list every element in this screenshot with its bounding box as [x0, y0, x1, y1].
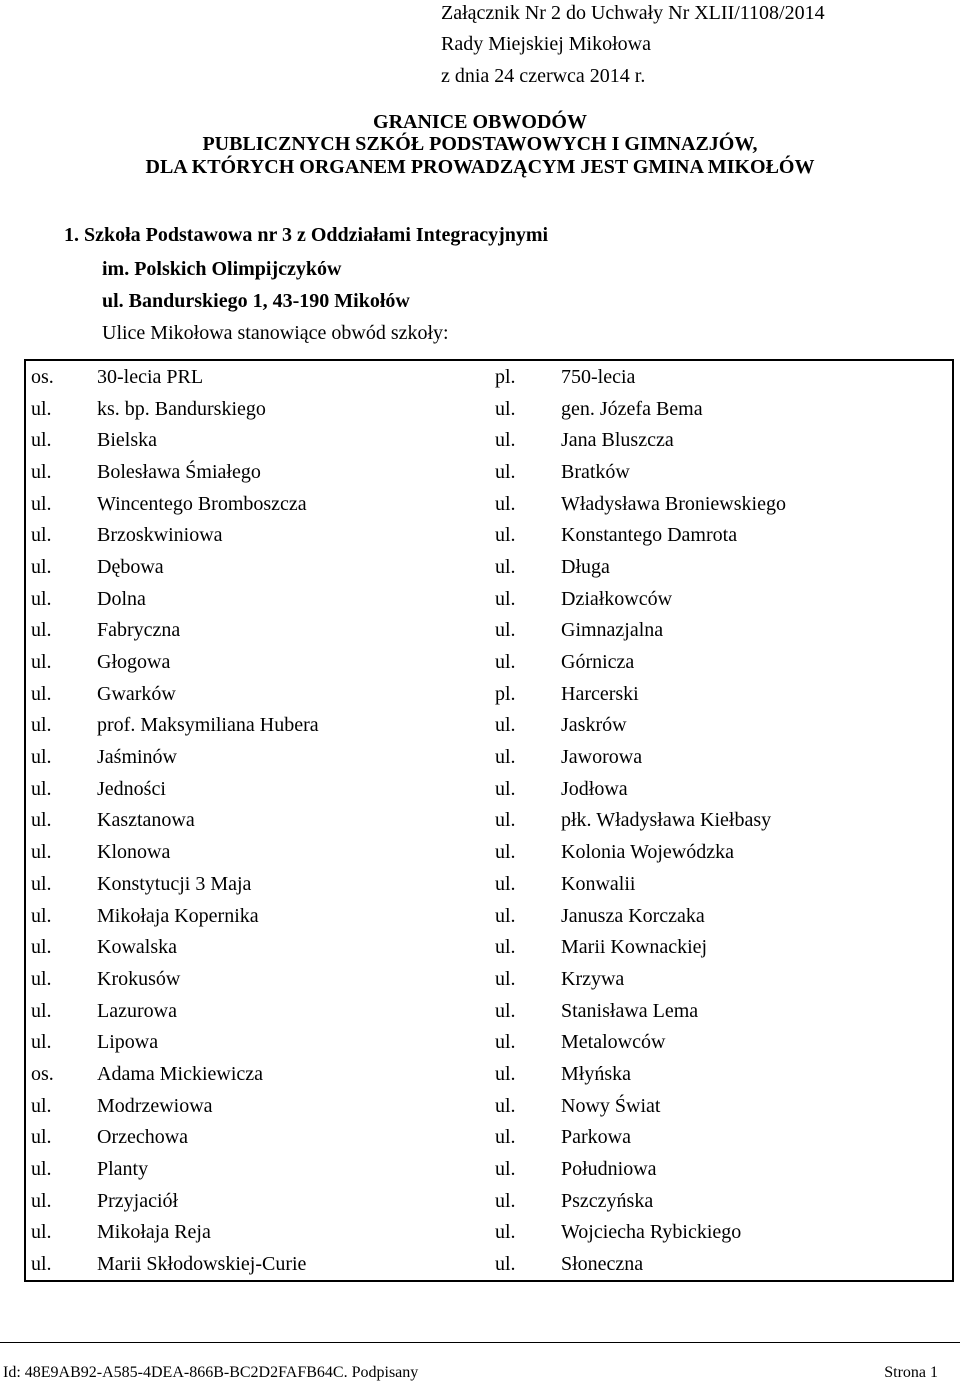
street-name: Jodłowa	[561, 773, 953, 805]
street-name: Mikołaja Kopernika	[97, 904, 259, 927]
street-prefix: ul.	[495, 429, 516, 452]
street-prefix: ul.	[25, 1185, 97, 1217]
street-prefix: ul.	[25, 741, 97, 773]
street-name: Gwarków	[97, 682, 176, 705]
street-prefix: os.	[25, 1058, 97, 1090]
street-prefix: ul.	[495, 1062, 516, 1085]
street-prefix: pl.	[495, 682, 516, 705]
table-row	[25, 1090, 953, 1122]
street-name: Fabryczna	[97, 619, 181, 642]
street-name: Jaśminów	[97, 746, 177, 769]
street-prefix: ul.	[25, 1026, 97, 1058]
street-name: Gimnazjalna	[561, 615, 953, 647]
table-row	[25, 1026, 953, 1058]
street-name: Brzoskwiniowa	[97, 524, 223, 547]
table-row	[25, 1122, 953, 1154]
street-name: Kasztanowa	[97, 809, 195, 832]
table-row	[25, 678, 953, 710]
street-prefix: ul.	[495, 777, 516, 800]
street-name: prof. Maksymiliana Hubera	[97, 714, 319, 737]
street-name: Przyjaciół	[97, 1189, 179, 1212]
street-prefix: ul.	[495, 967, 516, 990]
street-name: gen. Józefa Bema	[561, 393, 953, 425]
school-address: ul. Bandurskiego 1, 43-190 Mikołów	[102, 290, 410, 312]
street-prefix: ul.	[495, 1248, 561, 1281]
street-prefix: ul.	[25, 805, 97, 837]
street-prefix: ul.	[25, 963, 97, 995]
street-name: Jaworowa	[561, 741, 953, 773]
street-name: Nowy Świat	[561, 1090, 953, 1122]
street-prefix: ul.	[25, 995, 97, 1027]
street-prefix: ul.	[495, 1126, 516, 1149]
footer-divider	[0, 1342, 960, 1343]
street-prefix: ul.	[495, 651, 516, 674]
school-patron: im. Polskich Olimpijczyków	[102, 258, 342, 280]
table-row	[25, 963, 953, 995]
street-prefix: ul.	[495, 1189, 516, 1212]
attachment-header: Załącznik Nr 2 do Uchwały Nr XLII/1108/2014	[441, 2, 825, 24]
street-name: Lazurowa	[97, 999, 177, 1022]
street-prefix: ul.	[25, 931, 97, 963]
district-intro: Ulice Mikołowa stanowiące obwód szkoły:	[102, 322, 449, 344]
street-name: Działkowców	[561, 583, 953, 615]
street-name: Jedności	[97, 777, 166, 800]
document-title-line-2: PUBLICZNYCH SZKÓŁ PODSTAWOWYCH I GIMNAZJÓW,	[202, 133, 758, 155]
table-row	[25, 488, 953, 520]
table-row	[25, 646, 953, 678]
street-prefix: ul.	[25, 1217, 97, 1249]
street-name: Dębowa	[97, 555, 164, 578]
street-prefix: ul.	[25, 678, 97, 710]
table-row	[25, 741, 953, 773]
street-prefix: ul.	[495, 1158, 516, 1181]
street-prefix: ul.	[25, 868, 97, 900]
street-prefix: ul.	[495, 872, 516, 895]
table-row	[25, 583, 953, 615]
street-prefix: ul.	[25, 615, 97, 647]
street-prefix: ul.	[495, 587, 516, 610]
street-name: Dolna	[97, 587, 146, 610]
street-name: Kolonia Wojewódzka	[561, 836, 953, 868]
table-row	[25, 995, 953, 1027]
table-row	[25, 868, 953, 900]
street-name: Klonowa	[97, 841, 171, 864]
table-row	[25, 393, 953, 425]
street-prefix: ul.	[25, 1248, 97, 1281]
street-name: Konstantego Damrota	[561, 519, 953, 551]
document-title-line-3: DLA KTÓRYCH ORGANEM PROWADZĄCYM JEST GMINA MIKOŁÓW	[145, 156, 815, 178]
street-name: Jaskrów	[561, 710, 953, 742]
table-row	[25, 519, 953, 551]
table-row	[25, 900, 953, 932]
table-row	[25, 424, 953, 456]
school-name: 1. Szkoła Podstawowa nr 3 z Oddziałami Integracyjnymi	[64, 224, 549, 246]
street-name: 750-lecia	[561, 360, 953, 393]
street-name: płk. Władysława Kiełbasy	[561, 805, 953, 837]
document-title-line-1: GRANICE OBWODÓW	[373, 111, 587, 133]
street-prefix: os.	[25, 360, 97, 393]
street-name: Wojciecha Rybickiego	[561, 1217, 953, 1249]
table-row	[25, 615, 953, 647]
street-name: 30-lecia PRL	[97, 360, 495, 393]
street-name: ks. bp. Bandurskiego	[97, 397, 266, 420]
street-name: Modrzewiowa	[97, 1094, 213, 1117]
street-prefix: ul.	[495, 397, 516, 420]
street-prefix: ul.	[495, 714, 516, 737]
street-prefix: ul.	[495, 746, 516, 769]
street-name: Kowalska	[97, 936, 177, 959]
resolution-date: z dnia 24 czerwca 2014 r.	[441, 65, 646, 87]
street-name: Władysława Broniewskiego	[561, 488, 953, 520]
street-name: Mikołaja Reja	[97, 1221, 211, 1244]
street-name: Bratków	[561, 456, 953, 488]
table-row	[25, 1217, 953, 1249]
table-row	[25, 1248, 953, 1281]
street-prefix: ul.	[495, 460, 516, 483]
street-prefix: ul.	[25, 900, 97, 932]
street-prefix: ul.	[25, 456, 97, 488]
street-name: Głogowa	[97, 651, 171, 674]
street-name: Konstytucji 3 Maja	[97, 872, 252, 895]
table-row	[25, 710, 953, 742]
street-name: Stanisława Lema	[561, 995, 953, 1027]
street-name: Górnicza	[561, 646, 953, 678]
street-name: Wincentego Bromboszcza	[97, 492, 307, 515]
street-name: Harcerski	[561, 678, 953, 710]
street-prefix: ul.	[495, 492, 516, 515]
table-row	[25, 805, 953, 837]
street-prefix: ul.	[25, 1090, 97, 1122]
street-name: Janusza Korczaka	[561, 900, 953, 932]
table-row	[25, 456, 953, 488]
street-name: Krokusów	[97, 967, 181, 990]
table-row	[25, 1153, 953, 1185]
table-row	[25, 1185, 953, 1217]
street-prefix: ul.	[25, 488, 97, 520]
street-prefix: ul.	[25, 646, 97, 678]
street-prefix: ul.	[25, 583, 97, 615]
street-name: Marii Kownackiej	[561, 931, 953, 963]
street-name: Słoneczna	[561, 1248, 953, 1281]
street-prefix: ul.	[25, 710, 97, 742]
street-name: Parkowa	[561, 1122, 953, 1154]
table-row	[25, 551, 953, 583]
table-row	[25, 1058, 953, 1090]
street-name: Krzywa	[561, 963, 953, 995]
street-prefix: ul.	[495, 1031, 516, 1054]
street-list-table	[24, 359, 954, 1282]
street-name: Jana Bluszcza	[561, 424, 953, 456]
street-prefix: ul.	[495, 524, 516, 547]
street-prefix: ul.	[25, 836, 97, 868]
council-name: Rady Miejskiej Mikołowa	[441, 33, 651, 55]
street-name: Marii Skłodowskiej-Curie	[97, 1248, 495, 1281]
street-prefix: ul.	[25, 393, 97, 425]
street-prefix: pl.	[495, 360, 561, 393]
signature-id: Id: 48E9AB92-A585-4DEA-866B-BC2D2FAFB64C. Podpisany	[3, 1364, 419, 1381]
street-name: Południowa	[561, 1153, 953, 1185]
table-row	[25, 360, 953, 393]
street-prefix: ul.	[495, 904, 516, 927]
table-row	[25, 836, 953, 868]
street-prefix: ul.	[495, 619, 516, 642]
street-name: Planty	[97, 1158, 149, 1181]
street-name: Pszczyńska	[561, 1185, 953, 1217]
street-name: Orzechowa	[97, 1126, 189, 1149]
street-prefix: ul.	[25, 424, 97, 456]
street-prefix: ul.	[495, 936, 516, 959]
street-name: Adama Mickiewicza	[97, 1062, 264, 1085]
street-prefix: ul.	[495, 1094, 516, 1117]
street-prefix: ul.	[25, 773, 97, 805]
street-prefix: ul.	[495, 809, 516, 832]
street-prefix: ul.	[25, 551, 97, 583]
street-name: Metalowców	[561, 1026, 953, 1058]
page-number: Strona 1	[884, 1364, 938, 1381]
street-prefix: ul.	[495, 841, 516, 864]
table-row	[25, 931, 953, 963]
table-row	[25, 773, 953, 805]
street-name: Bolesława Śmiałego	[97, 460, 261, 483]
street-name: Młyńska	[561, 1058, 953, 1090]
street-prefix: ul.	[495, 1221, 516, 1244]
street-prefix: ul.	[25, 1153, 97, 1185]
street-name: Długa	[561, 551, 953, 583]
street-name: Bielska	[97, 429, 157, 452]
street-prefix: ul.	[495, 999, 516, 1022]
street-name: Lipowa	[97, 1031, 159, 1054]
street-prefix: ul.	[25, 1122, 97, 1154]
street-prefix: ul.	[25, 519, 97, 551]
street-name: Konwalii	[561, 868, 953, 900]
street-prefix: ul.	[495, 555, 516, 578]
